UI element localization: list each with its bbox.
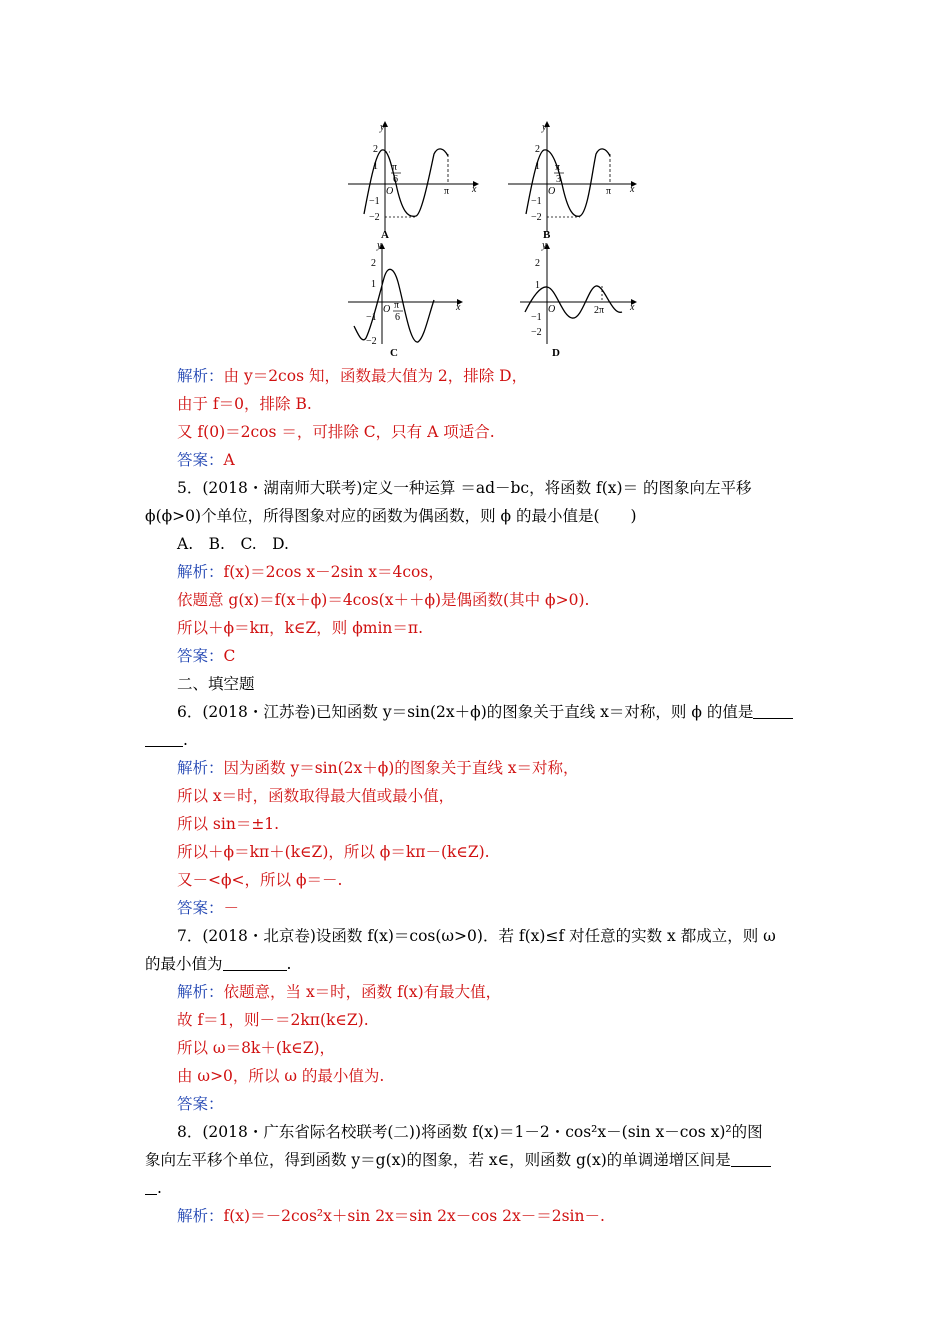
solution-line: 故 f＝1，则－＝2kπ(k∈Z).: [177, 1011, 369, 1029]
graph-d-tick-m2: −2: [531, 327, 542, 338]
graph-c-tick-1: 1: [371, 279, 376, 290]
graph-c-tick-m1: −1: [366, 312, 377, 323]
solution-line: 依题意 g(x)＝f(x＋ϕ)＝4cos(x＋＋ϕ)是偶函数(其中 ϕ>0).: [177, 591, 590, 609]
graph-d-tick-2: 2: [535, 258, 540, 269]
graph-a-tick-2: 2: [373, 144, 378, 155]
solution-line: 所以 x＝时，函数取得最大值或最小值，: [177, 787, 455, 805]
graph-a-mark-den: 6: [393, 174, 398, 185]
solution-line: 所以 ω＝8k＋(k∈Z)，: [177, 1039, 336, 1057]
graph-d-ylabel: y: [542, 240, 547, 251]
graph-c: [348, 240, 462, 359]
answer-blank[interactable]: [731, 1150, 771, 1167]
graph-b-ylabel: y: [542, 122, 547, 133]
solution-line: 由 ω>0，所以 ω 的最小值为.: [177, 1067, 385, 1085]
option-graphs: [330, 112, 650, 362]
answer-line: 答案：A: [177, 451, 235, 469]
solution-line: 解析：f(x)＝－2cos²x＋sin 2x＝sin 2x－cos 2x－＝2sin－.: [177, 1207, 605, 1225]
graph-c-tick-2: 2: [371, 258, 376, 269]
answer-label: 答案：: [177, 647, 224, 665]
graph-b-mark-den: 3: [556, 174, 561, 185]
graph-b-end: π: [606, 186, 612, 197]
answer-line: [145, 1090, 810, 1118]
graph-c-xlabel: x: [456, 302, 461, 313]
graph-d-end: 2π: [594, 305, 605, 316]
answer-label: 答案：: [177, 1095, 224, 1113]
answer-label: 答案：: [177, 899, 224, 917]
graph-a-tick-m2: −2: [369, 212, 380, 223]
solution-line: 又－<ϕ<，所以 ϕ＝－.: [177, 871, 343, 889]
graph-d: [520, 240, 636, 359]
graph-b-tick-2: 2: [535, 144, 540, 155]
question-8-cont: .: [145, 1174, 810, 1202]
solution-line: 解析：依题意，当 x＝时，函数 f(x)有最大值，: [177, 983, 502, 1001]
answer-blank[interactable]: [145, 1178, 157, 1195]
graph-a-tick-1: 1: [373, 161, 378, 172]
solution-label: 解析：: [177, 759, 224, 777]
graph-d-xlabel: x: [630, 302, 635, 313]
graph-b-tick-m2: −2: [531, 212, 542, 223]
graph-c-label: C: [390, 347, 398, 359]
graph-b: [508, 122, 636, 241]
question-8: 8．(2018・广东省际名校联考(二))将函数 f(x)＝1－2・cos²x－(sin x－cos x)²的图: [177, 1123, 763, 1141]
graph-b-xlabel: x: [630, 184, 635, 195]
graph-c-tick-m2: −2: [366, 336, 377, 347]
graph-c-ylabel: y: [377, 240, 382, 251]
graph-b-mark-num: π: [555, 162, 561, 173]
answer-blank[interactable]: [223, 954, 287, 971]
graph-a-ylabel: y: [380, 122, 385, 133]
answer-label: 答案：: [177, 451, 224, 469]
graphs-svg: [330, 112, 650, 362]
graph-c-origin: O: [383, 304, 391, 315]
graph-b-tick-m1: −1: [531, 196, 542, 207]
solution-line: 由于 f＝0，排除 B.: [177, 395, 312, 413]
graph-a-tick-m1: −1: [369, 196, 380, 207]
section-heading: 二、填空题: [177, 675, 255, 693]
question-7-cont: 的最小值为 .: [145, 955, 292, 973]
graph-a-end: π: [444, 186, 450, 197]
graph-c-mark-den: 6: [395, 312, 400, 323]
solution-line: 解析：f(x)＝2cos x－2sin x＝4cos，: [177, 563, 444, 581]
graph-c-mark-num: π: [394, 300, 400, 311]
solution-label: 解析：: [177, 563, 224, 581]
solution-line: 解析：因为函数 y＝sin(2x＋ϕ)的图象关于直线 x＝对称，: [177, 759, 579, 777]
question-6-cont: .: [145, 726, 810, 754]
solution-line: 又 f(0)＝2cos ＝，可排除 C，只有 A 项适合.: [177, 423, 495, 441]
question-5: 5．(2018・湖南师大联考)定义一种运算 ＝ad－bc，将函数 f(x)＝ 的图象向左平移: [177, 479, 752, 497]
solution-label: 解析：: [177, 1207, 224, 1225]
graph-b-origin: O: [548, 186, 556, 197]
solution-label: 解析：: [177, 367, 224, 385]
question-7: 7．(2018・北京卷)设函数 f(x)＝cos(ω>0)．若 f(x)≤f 对任意的实数 x 都成立，则 ω: [177, 927, 776, 945]
answer-blank[interactable]: [753, 702, 793, 719]
graph-a-xlabel: x: [472, 184, 477, 195]
answer-blank[interactable]: [145, 730, 183, 747]
question-8-cont: 象向左平移个单位，得到函数 y＝g(x)的图象，若 x∈，则函数 g(x)的单调递增区间是: [145, 1146, 810, 1174]
document-body: [145, 362, 810, 1230]
solution-line: 所以＋ϕ＝kπ＋(k∈Z)，所以 ϕ＝kπ－(k∈Z).: [177, 843, 490, 861]
graph-a: [348, 122, 478, 241]
graph-a-origin: O: [386, 186, 394, 197]
solution-line: 解析：由 y＝2cos 知，函数最大值为 2，排除 D，: [177, 367, 528, 385]
graph-d-origin: O: [548, 304, 556, 315]
solution-label: 解析：: [177, 983, 224, 1001]
answer-line: 答案：C: [177, 647, 236, 665]
graph-b-label: B: [543, 229, 551, 241]
answer-line: 答案：－: [177, 899, 240, 917]
question-5-options: A. B. C. D.: [177, 535, 289, 553]
graph-a-label: A: [381, 229, 389, 241]
graph-a-mark-num: π: [392, 162, 398, 173]
graph-d-tick-m1: −1: [531, 312, 542, 323]
question-6: 6．(2018・江苏卷)已知函数 y＝sin(2x＋ϕ)的图象关于直线 x＝对称，则 ϕ 的值是: [145, 698, 810, 726]
graph-d-label: D: [552, 347, 560, 359]
solution-line: 所以＋ϕ＝kπ，k∈Z，则 ϕmin＝π.: [177, 619, 424, 637]
question-5-cont: ϕ(ϕ>0)个单位，所得图象对应的函数为偶函数，则 ϕ 的最小值是( ): [145, 507, 637, 525]
graph-d-tick-1: 1: [535, 280, 540, 291]
graph-b-tick-1: 1: [535, 161, 540, 172]
solution-line: 所以 sin＝±1.: [177, 815, 280, 833]
